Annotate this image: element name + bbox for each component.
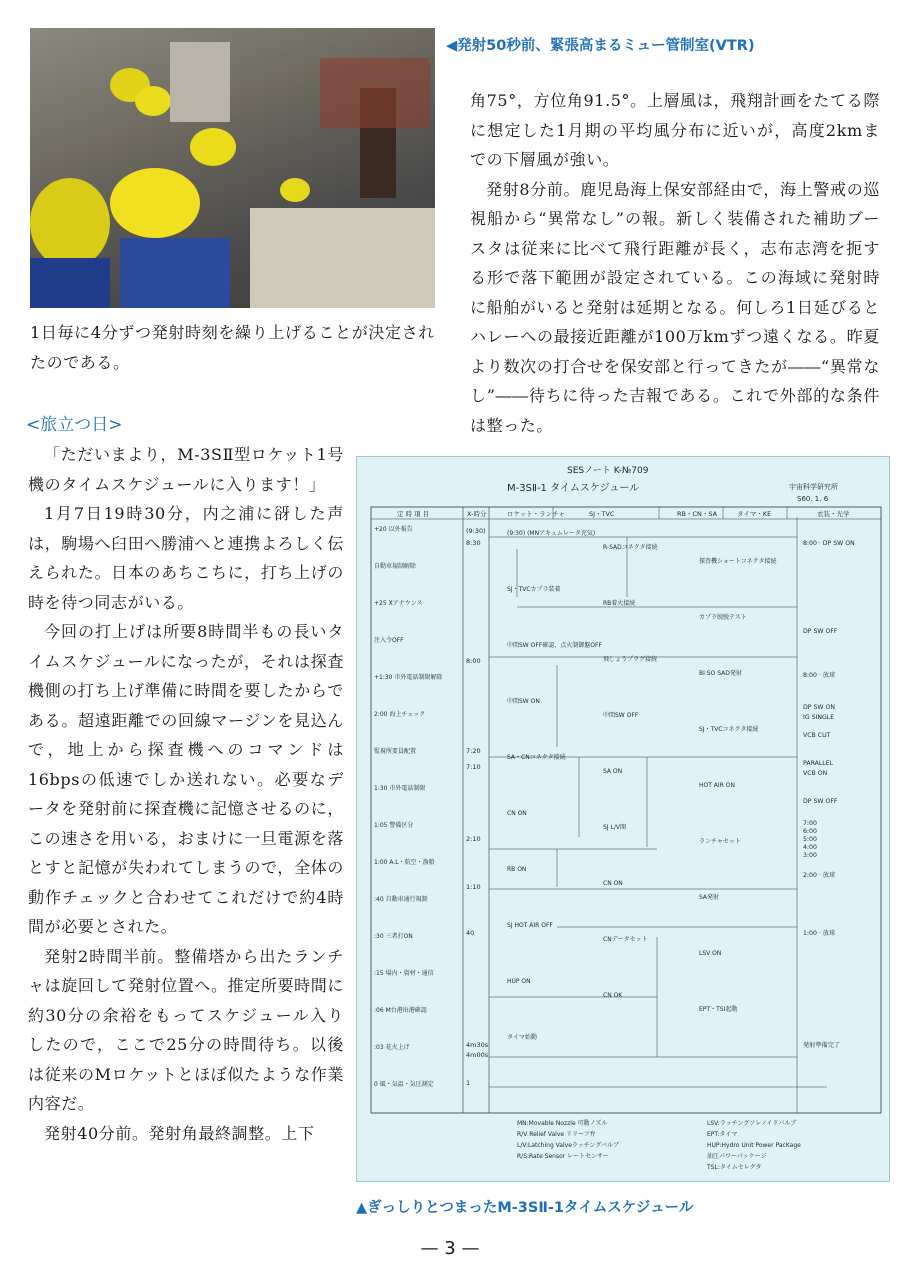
left-top-text: 1日毎に4分ずつ発射時刻を繰り上げることが決定されたのである。 (30, 323, 435, 372)
right-event: 1:00 · 放球 (803, 930, 836, 937)
chart-caption: ▲ぎっしりとつまったM-3SⅡ-1タイムスケジュール (356, 1200, 694, 1216)
event: CNデータセット (603, 936, 648, 943)
event: CN ON (603, 880, 623, 887)
legend-item: R/V Relief Valve リリーフ弁 (517, 1131, 596, 1138)
event: 中間SW OFF確認，点火制御盤OFF (507, 642, 602, 649)
right-event: VCB CUT (803, 732, 831, 739)
column-header: RB・CN・SA (677, 510, 718, 518)
event: CN ON (507, 810, 527, 817)
event: SA ON (603, 768, 623, 775)
schedule-svg (357, 457, 891, 1183)
paragraph: 今回の打上げは所要8時間半もの長いタイムスケジュールになったが，それは探査機側の打ち上げ準備に時間を要したからである。超遠距離での回線マージンを見込んで，地上から探査機へのコマンドは16bpsの低速でしか送れない。必要なデータを発射前に探査機に記憶させるのに，この速さを用いる，おまけに一旦電源を落とすと記憶が失われてしまうので，全体の動作チェックと合わせてこれだけで約4時間が必要とされた。 (28, 622, 344, 936)
left-item: 1:30 市外電話制限 (374, 785, 426, 792)
time-mark: 1 (466, 1079, 471, 1087)
left-item: :15 場内・資材・通信 (374, 970, 434, 977)
left-item: 2:00 海上チェック (374, 711, 426, 718)
right-event: 8:00 · 放球 (803, 672, 836, 679)
left-item: 1:05 警備区分 (374, 822, 414, 829)
time-mark: 4m30s (466, 1041, 489, 1049)
event: SA発射 (699, 894, 720, 901)
right-event: 4:00 (803, 844, 817, 851)
column-header: 衣装・光学 (817, 510, 850, 518)
column-header: タイマ・KE (737, 510, 772, 518)
event: 中間SW OFF (603, 712, 639, 719)
right-event: DP SW ON (803, 704, 835, 711)
paragraph: 角75°，方位角91.5°。上層風は，飛翔計画をたてる際に想定した1月期の平均風分布に近いが，高度2kmまでの下層風が強い。 (470, 91, 880, 169)
legend-item: R/S:Rate Sensor レートセンサー (517, 1153, 609, 1160)
event: 中間SW ON (507, 698, 540, 705)
legend-item: EPT:タイマ (707, 1131, 738, 1138)
legend-item: LSV:ラッチングソレノイドバルブ (707, 1120, 797, 1127)
paragraph: 発射8分前。鹿児島海上保安部経由で，海上警戒の巡視船から“異常なし”の報。新しく装備された補助ブースタは従来に比べて飛行距離が長く，志布志湾を扼する形で落下範囲が設定されている。この海域に発射時に船舶がいると発射は延期となる。何しろ1日延びるとハレーへの最接近距離が100万kmずつ遠くなる。昨夏より数次の打合せを保安部と行ってきたが――“異常なし”――待ちに待った吉報である。これで外部的な条件は整った。 (470, 179, 880, 435)
time-schedule-chart (356, 456, 890, 1182)
column-header: ロケット・ランチャ (507, 510, 565, 518)
left-item: :06 M台港出港確認 (374, 1007, 427, 1014)
schedule-date: S60. 1. 6 (797, 495, 829, 503)
time-mark: 2:10 (466, 835, 481, 843)
event: SJ・TVCコネクタ接続 (699, 726, 759, 733)
event: R-SADコネクタ接続 (603, 544, 658, 551)
paragraph: 「ただいまより，M-3SⅡ型ロケット1号機のタイムスケジュールに入ります！」 (28, 445, 344, 494)
paragraph: 発射2時間半前。整備塔から出たランチャは旋回して発射位置へ。推定所要時間に約30分の余裕をもってスケジュール入りしたので，ここで25分の時間待ち。以後は従来のMロケットとほぼ似たような作業内容だ。 (28, 946, 344, 1113)
left-item: +20 以外報告 (374, 526, 413, 533)
section-heading: <旅立つ日> (26, 415, 123, 435)
column-header: 定 時 項 目 (397, 510, 430, 518)
event: BI SO SAD発射 (699, 670, 742, 677)
left-item: :30 三者打ON (374, 933, 413, 940)
event: 飛しょうプラグ接続 (603, 656, 658, 663)
paragraph: 1月7日19時30分，内之浦に谺した声は，駒場へ臼田へ勝浦へと連携よろしく伝えられた。日本のあちこちに，打ち上げの時を待つ同志がいる。 (28, 504, 344, 612)
left-item: :40 自動車通行規制 (374, 896, 428, 903)
event: HUP ON (507, 978, 531, 985)
right-event: 2:00 · 放球 (803, 872, 836, 879)
right-event: 8:00 · DP SW ON (803, 540, 855, 547)
event: RB着火接続 (603, 600, 636, 607)
event: SA・CNコネクタ接続 (507, 754, 566, 761)
legend-item: L/V:Latching Valveラッチングバルブ (517, 1142, 619, 1149)
event: 探査機ショートコネクタ接続 (699, 558, 777, 565)
column-header: SJ・TVC (589, 510, 615, 518)
right-event: VCB ON (803, 770, 828, 777)
right-event: DP SW OFF (803, 798, 838, 805)
left-item: 監視所要員配置 (374, 748, 417, 755)
event: タイマ始動 (507, 1034, 537, 1041)
event: SJ・TVCカプラ装着 (507, 586, 561, 593)
right-event: 3:00 (803, 852, 817, 859)
right-event: 発射準備完了 (803, 1042, 841, 1049)
event: ランチャセット (699, 838, 741, 845)
event: (9:30) (MNアキュムレータ充気) (507, 530, 596, 537)
photo-caption: ◀発射50秒前、緊張高まるミュー管制室(VTR) (446, 38, 755, 54)
control-room-photo (30, 28, 435, 308)
time-mark: 4m00s (466, 1051, 489, 1059)
time-mark: 1:10 (466, 883, 481, 891)
left-item: 0 風・気温・気圧測定 (374, 1081, 434, 1088)
event: EPT・TSI起動 (699, 1006, 738, 1013)
event: HOT AIR ON (699, 782, 735, 789)
right-event: IG SINGLE (803, 714, 835, 721)
event: SJ L/V開 (603, 824, 626, 831)
left-item: +1:30 市外電話制限解除 (374, 674, 443, 681)
event: RB ON (507, 866, 527, 873)
left-item: 自動車規制解除 (374, 563, 417, 570)
column-header: X-時分 (467, 510, 487, 518)
event: カプラ脱脱テスト (699, 614, 747, 621)
schedule-title: M-3SⅡ-1 タイムスケジュール (507, 483, 640, 494)
time-mark: 7:10 (466, 763, 481, 771)
left-item: 1:00 A.L・航空・漁船 (374, 859, 435, 866)
page-number: — 3 — (420, 1238, 480, 1259)
legend-item: HUP:Hydro Unit Power PacKage (707, 1142, 801, 1149)
left-top-paragraph (30, 318, 435, 377)
event: SJ HOT AIR OFF (507, 922, 553, 929)
right-event: 6:00 (803, 828, 817, 835)
left-item: :03 花火上げ (374, 1044, 410, 1051)
schedule-org: 宇宙科学研究所 (789, 483, 838, 491)
paragraph: 発射40分前。発射角最終調整。上下 (44, 1123, 315, 1143)
right-event: PARALLEL (803, 760, 834, 767)
time-mark: 8:00 (466, 657, 481, 665)
left-item: 注入令OFF (374, 637, 404, 644)
left-item: +25 Xアナウンス (374, 600, 423, 607)
time-mark: (9:30) (466, 527, 486, 535)
legend-item: 油圧パワーパッケージ (707, 1153, 767, 1160)
right-event: DP SW OFF (803, 628, 838, 635)
right-event: 5:00 (803, 836, 817, 843)
time-mark: 8:30 (466, 539, 481, 547)
note-number: SESノート K-№709 (567, 466, 649, 476)
right-column (470, 86, 880, 440)
legend-item: TSL:タイムセレクタ (707, 1164, 762, 1171)
time-mark: 7:20 (466, 747, 481, 755)
time-mark: 40 (466, 929, 475, 937)
legend-item: MN:Movable Nozzle 可動ノズル (517, 1120, 608, 1127)
event: CN OK (603, 992, 623, 999)
left-column (28, 440, 344, 1148)
right-event: 7:00 (803, 820, 817, 827)
event: LSV ON (699, 950, 722, 957)
